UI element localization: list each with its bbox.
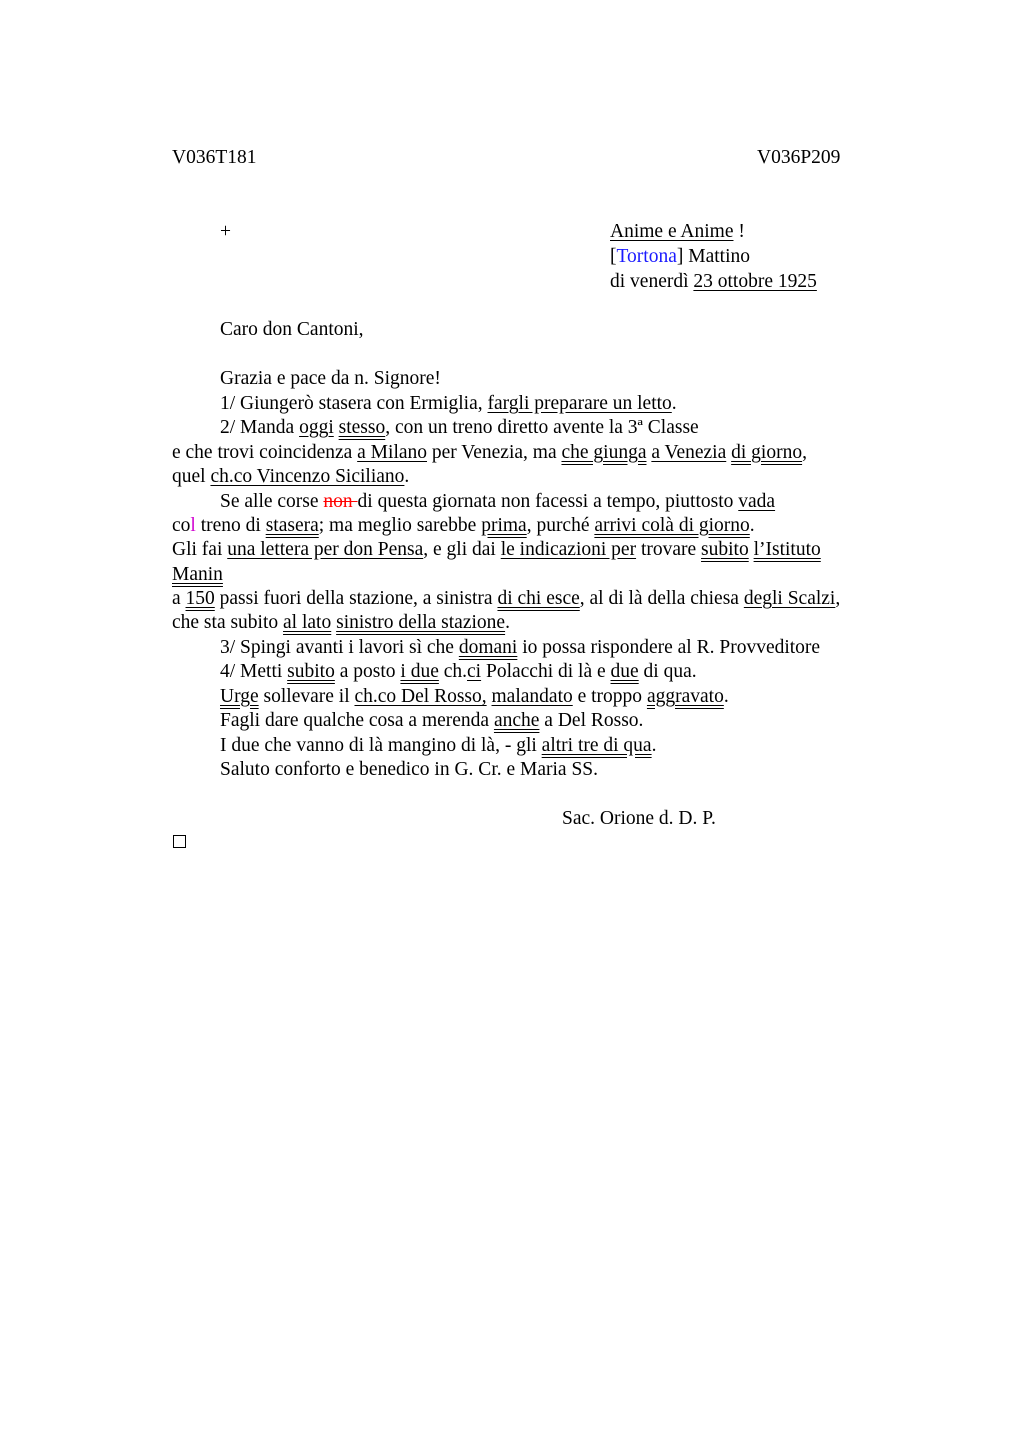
- header-left-code: V036T181: [172, 147, 257, 168]
- double-underlined-run: l’Istituto: [753, 539, 821, 560]
- double-underlined-run: 150: [185, 588, 215, 609]
- text-run: passi fuori della stazione, a sinistra: [214, 588, 498, 609]
- header-right-code: V036P209: [757, 147, 841, 168]
- double-underlined-run: prima: [481, 515, 527, 536]
- text-run: di questa giornata non facessi a tempo, piuttosto: [357, 491, 739, 512]
- text-run: ,: [802, 442, 807, 463]
- point-2-line-4: [220, 490, 775, 514]
- double-underlined-run: aggravato: [646, 686, 724, 707]
- text-run: 2/ Manda: [220, 417, 300, 438]
- text-run: , e gli dai: [423, 539, 501, 560]
- salutation: Caro don Cantoni,: [220, 319, 364, 340]
- underlined-run: ch.co Vincenzo Siciliano: [210, 466, 405, 487]
- text-run: Gli fai: [172, 539, 228, 560]
- text-run: 1/ Giungerò stasera con Ermiglia,: [220, 393, 488, 414]
- motto-mark: !: [733, 221, 745, 242]
- double-underlined-run: al lato: [283, 612, 332, 633]
- double-underlined-run: stesso: [338, 417, 386, 438]
- text-run: 4/ Metti: [220, 661, 288, 682]
- double-underlined-run: che giunga: [561, 442, 647, 463]
- closing-blessing: Saluto conforto e benedico in G. Cr. e Maria SS.: [220, 759, 599, 780]
- double-underlined-run: arrivi colà di giorno: [594, 515, 750, 536]
- text-run: .: [671, 393, 677, 414]
- underlined-run: degli Scalzi: [743, 588, 836, 609]
- bracket-open: [: [610, 246, 617, 267]
- underlined-run: fargli preparare un letto: [487, 393, 672, 414]
- end-square-icon: [173, 835, 186, 848]
- text-run: .: [651, 735, 657, 756]
- motto-line: [610, 220, 745, 244]
- point-4-line-4: [220, 734, 656, 758]
- text-run: .: [404, 466, 410, 487]
- place-line: [610, 245, 750, 269]
- text-run: treno di: [195, 515, 266, 536]
- text-run: I due che vanno di là mangino di là, - gli: [220, 735, 542, 756]
- point-2-line-5: [172, 514, 755, 538]
- double-underlined-run: anche: [493, 710, 540, 731]
- text-run: a posto: [334, 661, 401, 682]
- double-underlined-run: domani: [458, 637, 518, 658]
- place-name: Tortona: [616, 246, 677, 267]
- text-run: Fagli dare qualche cosa a merenda: [220, 710, 494, 731]
- text-run: per Venezia, ma: [427, 442, 562, 463]
- text-run: co: [172, 515, 191, 536]
- double-underlined-run: Manin: [172, 564, 223, 585]
- double-underlined-run: i due: [400, 661, 439, 682]
- text-run: quel: [172, 466, 211, 487]
- point-4-line-2: [220, 685, 729, 709]
- text-run: di qua.: [638, 661, 697, 682]
- text-run: 3/ Spingi avanti i lavori sì che: [220, 637, 459, 658]
- point-4-line-3: [220, 709, 643, 733]
- text-run: a Del Rosso.: [539, 710, 644, 731]
- text-run: io possa rispondere al R. Provveditore: [517, 637, 821, 658]
- place-time: ] Mattino: [676, 246, 750, 267]
- double-underlined-run: altri tre di qua: [541, 735, 652, 756]
- underlined-run: ch.co Del Rosso,: [354, 686, 487, 707]
- double-underlined-run: di giorno: [731, 442, 803, 463]
- underlined-run: malandato: [491, 686, 573, 707]
- underlined-run: ci: [467, 661, 482, 682]
- deleted-word: non: [323, 491, 358, 512]
- point-2-line-8: [172, 611, 510, 635]
- point-2-line-3: [172, 465, 409, 489]
- date-prefix: di venerdì: [610, 271, 694, 292]
- cross-mark: +: [220, 221, 231, 242]
- point-2-line-2: [172, 441, 807, 465]
- text-run: ,: [835, 588, 841, 609]
- text-run: .: [723, 686, 729, 707]
- point-3: [220, 636, 820, 660]
- underlined-run: una lettera per don Pensa: [227, 539, 424, 560]
- point-2-line-6-wrap: [172, 563, 223, 587]
- text-run: che sta subito: [172, 612, 284, 633]
- letter-date: 23 ottobre 1925: [693, 271, 817, 292]
- double-underlined-run: stasera: [265, 515, 319, 536]
- date-line: [610, 270, 817, 294]
- text-run: .: [505, 612, 510, 633]
- text-run: , con un treno diretto avente la 3ª Classe: [385, 417, 699, 438]
- double-underlined-run: due: [610, 661, 639, 682]
- point-2-line-7: [172, 587, 840, 611]
- motto-text: Anime e Anime: [610, 221, 734, 242]
- text-run: e troppo: [572, 686, 647, 707]
- double-underlined-run: sinistro della stazione: [336, 612, 506, 633]
- text-run: , purché: [526, 515, 595, 536]
- text-run: , al di là della chiesa: [579, 588, 744, 609]
- underlined-run: a Venezia: [651, 442, 727, 463]
- greeting: Grazia e pace da n. Signore!: [220, 368, 441, 389]
- text-run: trovare: [636, 539, 702, 560]
- underlined-run: oggi: [299, 417, 334, 438]
- signature: Sac. Orione d. D. P.: [562, 808, 716, 829]
- double-underlined-run: Urge: [220, 686, 259, 707]
- text-run: Polacchi di là e: [481, 661, 611, 682]
- double-underlined-run: subito: [701, 539, 749, 560]
- underlined-run: vada: [738, 491, 776, 512]
- point-1: [220, 392, 677, 416]
- point-2-line-1: [220, 416, 699, 440]
- text-run: .: [749, 515, 755, 536]
- underlined-run: le indicazioni per: [500, 539, 637, 560]
- text-run: a: [172, 588, 186, 609]
- double-underlined-run: subito: [287, 661, 335, 682]
- double-underlined-run: di chi esce: [497, 588, 580, 609]
- text-run: Se alle corse: [220, 491, 324, 512]
- point-2-line-6: [172, 538, 821, 562]
- text-run: ch.: [438, 661, 468, 682]
- text-run: ; ma meglio sarebbe: [318, 515, 482, 536]
- text-run: e che trovi coincidenza: [172, 442, 358, 463]
- text-run: sollevare il: [258, 686, 355, 707]
- point-4-line-1: [220, 660, 697, 684]
- underlined-run: a Milano: [357, 442, 428, 463]
- inserted-letter: l: [190, 515, 196, 536]
